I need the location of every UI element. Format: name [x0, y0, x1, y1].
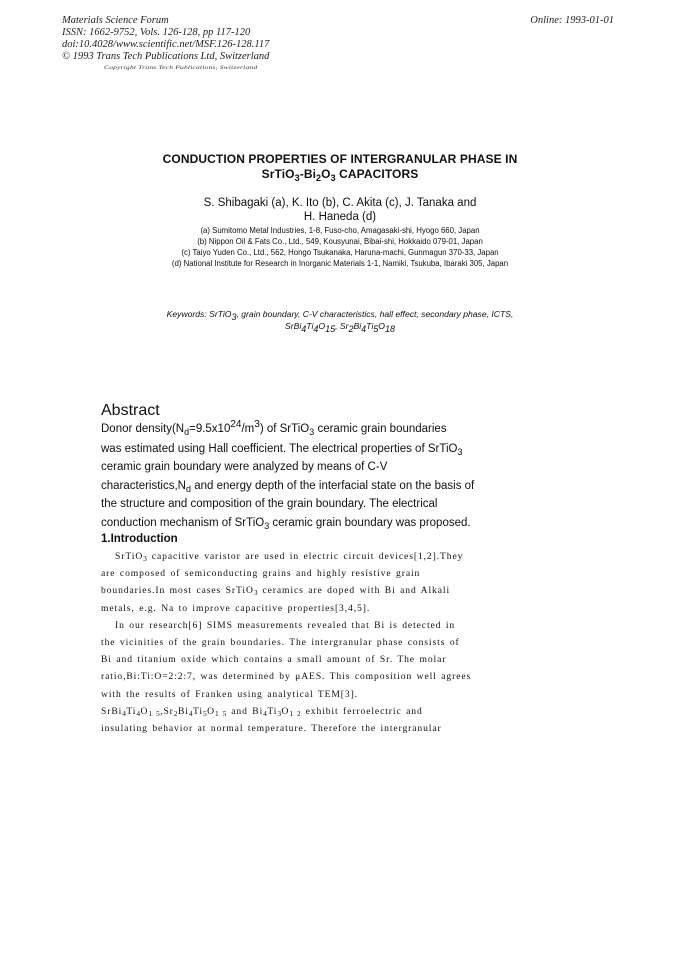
- paper-title-line2: $SrTiO_3-Bi_2O_3$ CAPACITORS: [261, 167, 419, 183]
- journal-meta: [62, 15, 269, 63]
- body-line: with the results of Franken using analytical TEM[3].: [101, 688, 358, 700]
- abstract-line: the structure and composition of the grain boundary. The electrical: [101, 498, 438, 510]
- affiliation-a: (a) Sumitomo Metal Industries, 1-8, Fuso-cho, Amagasaki-shi, Hyogo 660, Japan: [200, 226, 480, 235]
- body-line: the vicinities of the grain boundaries. The intergranular phase consists of: [101, 637, 460, 649]
- body-line: Bi and titanium oxide which contains a small amount of Sr. The molar: [101, 654, 447, 666]
- abstract-line: $characteristics,N_d$ and energy depth of the interfacial state on the basis of: [101, 479, 475, 494]
- abstract-body: [101, 420, 521, 532]
- copyright-line: © 1993 Trans Tech Publications Ltd, Switzerland: [62, 51, 270, 62]
- online-date: Online: 1993-01-01: [530, 15, 614, 26]
- affiliations: [80, 225, 600, 269]
- authors-line1: S. Shibagaki (a), K. Ito (b), C. Akita (c), J. Tanaka and: [203, 197, 477, 209]
- body-line: SrTiO$_3$ capacitive varistor are used in electric circuit devices[1,2].They: [115, 551, 464, 563]
- abstract-line: ceramic grain boundary were analyzed by means of C-V: [101, 461, 388, 473]
- affiliation-d: (d) National Institute for Research in Inorganic Materials 1-1, Namiki, Tsukuba, Ibaraki 305, Japan: [171, 259, 509, 268]
- introduction-body: [101, 548, 511, 737]
- keywords: [80, 308, 600, 332]
- body-line: metals, e.g. Na to improve capacitive properties[3,4,5].: [101, 602, 371, 614]
- body-line: In our research[6] SIMS measurements revealed that Bi is detected in: [115, 619, 456, 631]
- section-heading-introduction: 1.Introduction: [101, 533, 178, 545]
- issn-line: ISSN: 1662-9752, Vols. 126-128, pp 117-120: [62, 27, 251, 38]
- doi-line: doi:10.4028/www.scientific.net/MSF.126-128.117: [62, 39, 270, 50]
- body-line: are composed of semiconducting grains and highly resistive grain: [101, 568, 421, 580]
- authors-line2: H. Haneda (d): [303, 211, 377, 223]
- keywords-line1: Keywords: SrTiO3, grain boundary, C-V characteristics, hall effect, secondary phase, ICTS,: [166, 309, 514, 322]
- copyright-faint: Copyright Trans Tech Publications, Switzerland: [104, 64, 258, 71]
- paper-title-line1: CONDUCTION PROPERTIES OF INTERGRANULAR PHASE IN: [162, 152, 518, 166]
- abstract-heading: Abstract: [101, 402, 160, 419]
- body-line: ratio,Bi:Ti:O=2:2:7, was determined by μAES. This composition well agrees: [101, 671, 472, 683]
- keywords-line2: SrBi4Ti4O15, Sr2Bi4Ti5O18: [285, 321, 395, 334]
- body-line: boundaries.In most cases SrTiO$_3$ ceramics are doped with Bi and Alkali: [101, 585, 451, 598]
- affiliation-b: (b) Nippon Oil & Fats Co., Ltd., 549, Kousyunai, Bibai-shi, Hokkaido 079-01, Japan: [197, 237, 483, 246]
- abstract-line: conduction mechanism of SrTiO$_3$ ceramic grain boundary was proposed.: [101, 516, 471, 531]
- journal-name: Materials Science Forum: [62, 15, 169, 26]
- abstract-line: was estimated using Hall coefficient. The electrical properties of SrTiO$_3$: [101, 442, 463, 457]
- affiliation-c: (c) Taiyo Yuden Co., Ltd., 562, Hongo Tsukanaka, Haruna-machi, Gunmagun 370-33, Japan: [181, 248, 499, 257]
- body-line: insulating behavior at normal temperature. Therefore the intergranular: [101, 723, 442, 735]
- body-line: $SrBi_4Ti_4O_{1 5},Sr_2Bi_4Ti_5O_{1 5}$ and $Bi_4Ti_3O_{1 2}$ exhibit ferroelectric and: [101, 705, 423, 718]
- abstract-line: Donor $density(N_d=9.5x1024/m3)$ of SrTiO$_3$ ceramic grain boundaries: [101, 419, 447, 437]
